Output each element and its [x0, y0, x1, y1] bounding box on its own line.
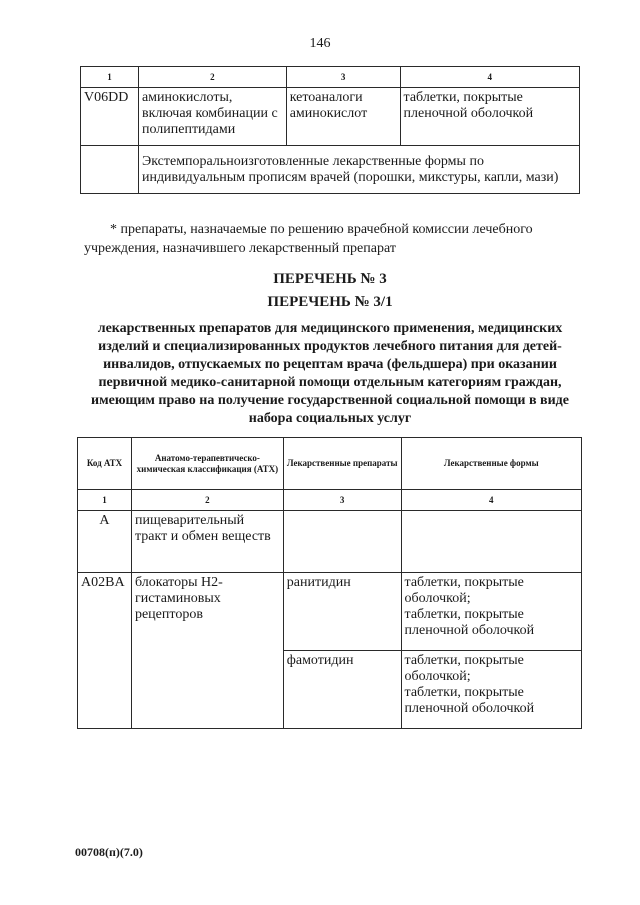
- table-row: [78, 511, 582, 573]
- header-classification: Анатомо-терапевтическо-химическая классификация (АТХ): [131, 438, 283, 490]
- atc-code: A02BA: [78, 573, 132, 729]
- dosage-form-line: таблетки, покрытые оболочкой;: [404, 575, 524, 606]
- column-number-row: [81, 67, 580, 88]
- column-number-row: [78, 490, 582, 511]
- empty-cell: [81, 146, 139, 194]
- list-title: ПЕРЕЧЕНЬ № 3: [273, 271, 387, 287]
- footnote: * препараты, назначаемые по решению врачебной комиссии лечебного учреждения, назначившего лекарственный препарат: [84, 222, 533, 256]
- table-row: [81, 146, 580, 194]
- table-row: [81, 88, 580, 146]
- drug-name: кетоаналоги аминокислот: [286, 88, 400, 146]
- dosage-forms: [401, 573, 581, 651]
- header-drugs: Лекарственные препараты: [283, 438, 401, 490]
- drug-name: фамотидин: [283, 651, 401, 729]
- atc-classification: пищеварительный тракт и обмен веществ: [131, 511, 283, 573]
- column-number: 2: [131, 490, 283, 511]
- page-number: 146: [309, 36, 331, 51]
- continued-table: [80, 66, 580, 194]
- column-number: 4: [401, 490, 581, 511]
- dosage-form-line: таблетки, покрытые оболочкой;: [404, 653, 524, 684]
- extemporaneous-note: Экстемпоральноизготовленные лекарственные формы по индивидуальным прописям врачей (порошки, микстуры, капли, мази): [138, 146, 579, 194]
- column-number: 1: [81, 67, 139, 88]
- table-row: [78, 573, 582, 651]
- header-code: Код АТХ: [78, 438, 132, 490]
- header-forms: Лекарственные формы: [401, 438, 581, 490]
- empty-cell: [283, 511, 401, 573]
- column-number: 2: [138, 67, 286, 88]
- atc-code: V06DD: [81, 88, 139, 146]
- atc-classification: блокаторы Н2-гистаминовых рецепторов: [131, 573, 283, 729]
- dosage-forms: таблетки, покрытые пленочной оболочкой: [400, 88, 579, 146]
- column-number: 1: [78, 490, 132, 511]
- dosage-forms: [401, 651, 581, 729]
- atc-classification: аминокислоты, включая комбинации с полипептидами: [138, 88, 286, 146]
- dosage-form-line: таблетки, покрытые пленочной оболочкой: [404, 685, 535, 716]
- drug-name: ранитидин: [283, 573, 401, 651]
- drug-list-table: [77, 437, 582, 729]
- dosage-form-line: таблетки, покрытые пленочной оболочкой: [404, 607, 535, 638]
- list-description: лекарственных препаратов для медицинского применения, медицинских изделий и специализированных продуктов лечебного питания для детей-инвалидов, отпускаемых по рецептам врача (фельдшера) при оказании первичной медико-санитарной помощи отдельным категориям граждан, имеющим право на получение государственной социальной помощи в виде набора социальных услуг: [91, 321, 569, 426]
- empty-cell: [401, 511, 581, 573]
- column-number: 4: [400, 67, 579, 88]
- column-number: 3: [286, 67, 400, 88]
- atc-code: А: [78, 511, 132, 573]
- header-row: [78, 438, 582, 490]
- column-number: 3: [283, 490, 401, 511]
- document-code: 00708(п)(7.0): [75, 845, 143, 859]
- sublist-title: ПЕРЕЧЕНЬ № 3/1: [267, 294, 393, 310]
